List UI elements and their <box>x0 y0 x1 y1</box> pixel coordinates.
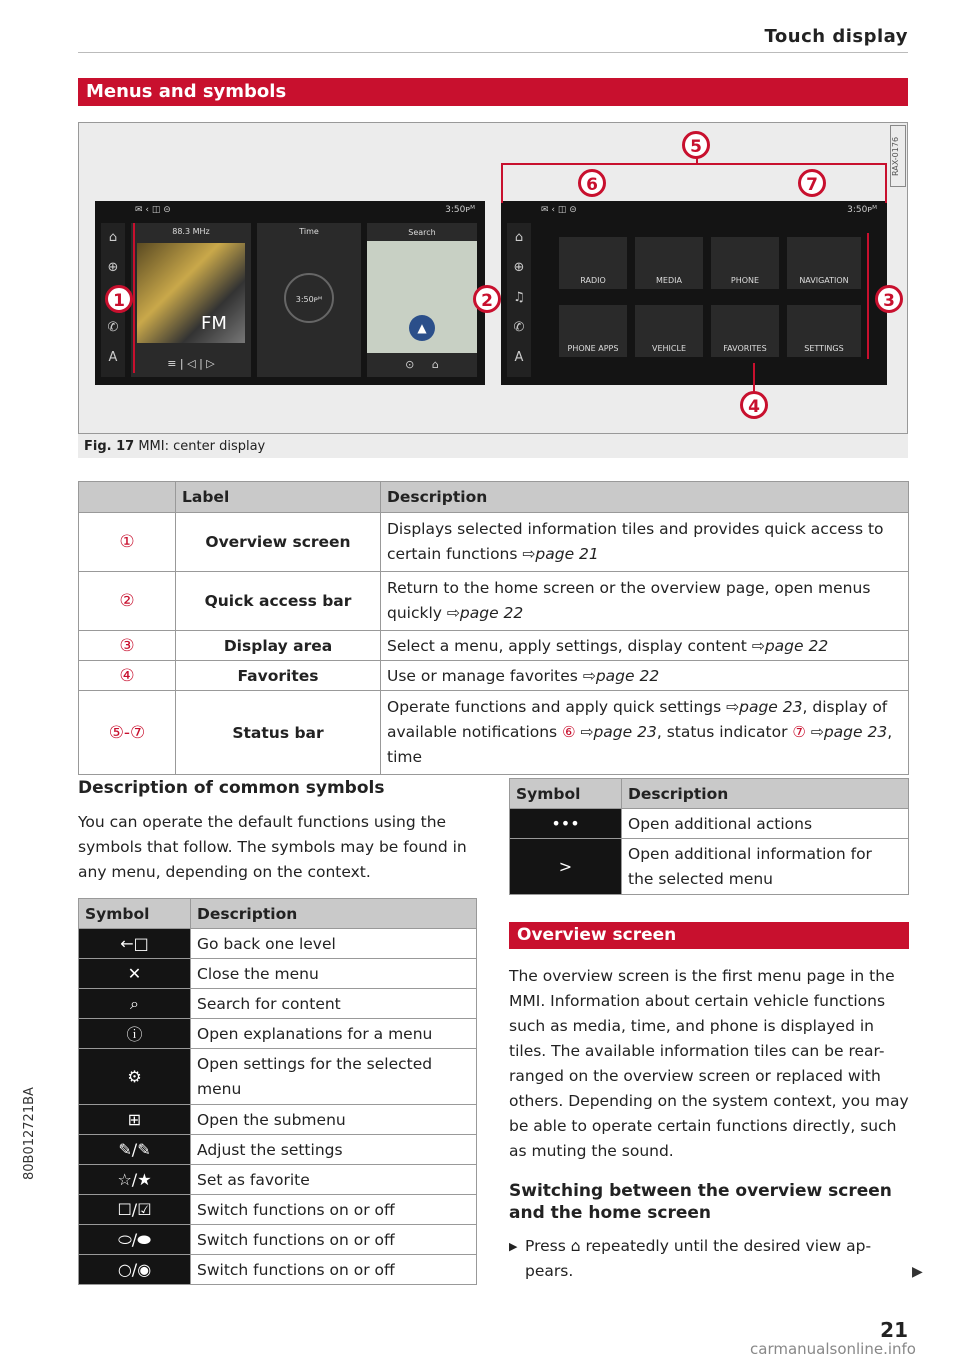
close-icon: ✕ <box>79 959 191 989</box>
tile-favorites: FAVORITES <box>711 305 779 357</box>
document-code: 80B012721BA <box>22 1087 37 1180</box>
table-row: ⬭/⬬ Switch functions on or off <box>79 1225 477 1255</box>
status-icons-left: ✉ ‹ ◫ ⊝ <box>135 205 171 215</box>
radio-button-icon: ○/◉ <box>79 1255 191 1285</box>
header-rule <box>78 52 908 53</box>
table-row: ••• Open additional actions <box>510 809 909 839</box>
continue-arrow-icon: ▶ <box>912 1264 923 1280</box>
common-symbols-table: Symbol Description ←□ Go back one level ✕ Close the menu ⌕ Search for content ⓘ Open explanations for a menu ⚙ Open settings for the selected menu ⊞ Open the submenu ✎/✎ Adjust the settings ☆/★ Set as favorite ☐/☑ Switch functions on or off ⬭/⬬ Switch functions on or off ○/◉ Switch functions on or off <box>78 898 477 1285</box>
figure-ref-code: RAX-0176 <box>890 125 906 187</box>
radio-band: FM <box>201 313 227 334</box>
table-row: ④ Favorites Use or manage favorites ⇨page 22 <box>79 661 909 691</box>
search-icon: ⌕ <box>79 989 191 1019</box>
time-tile <box>257 223 361 377</box>
search-tile-label: Search <box>367 223 477 241</box>
table-row: ☐/☑ Switch functions on or off <box>79 1195 477 1225</box>
labels-table-header-num <box>79 482 176 513</box>
labels-table-header-desc: Description <box>381 482 909 513</box>
cross-ref-link[interactable]: ⇨page 21 <box>522 545 599 563</box>
overview-body: The overview screen is the first menu page in the MMI. Information about certain vehicle functions such as media, time, and phone is displayed in tiles. The available information tiles can be rear-ranged on the overview screen or replaced with others. Depending on the system context, you may be able to operate certain functions directly, such as muting the sound. <box>509 967 909 1160</box>
info-icon: ⓘ <box>79 1019 191 1049</box>
home-icon: ⌂ <box>570 1237 581 1255</box>
map-controls: ⊙ ⌂ <box>367 353 477 377</box>
callout-7: 7 <box>798 169 826 197</box>
tile-media: MEDIA <box>635 237 703 289</box>
table-row: ⑤-⑦ Status bar Operate functions and apply quick settings ⇨page 23, display of available notifications ⑥ ⇨page 23, status indicator ⑦ ⇨page 23, time <box>79 691 909 775</box>
tile-phone-apps: PHONE APPS <box>559 305 627 357</box>
table-row: ⚙ Open settings for the selected menu <box>79 1049 477 1105</box>
radio-controls: ≡ | ◁ | ▷ <box>167 357 215 370</box>
callout-6: 6 <box>578 169 606 197</box>
callout-5: 5 <box>682 131 710 159</box>
figure-caption: Fig. 17 MMI: center display <box>78 434 908 458</box>
tile-radio: RADIO <box>559 237 627 289</box>
status-icons-right: ✉ ‹ ◫ ⊝ <box>541 205 577 215</box>
adjust-settings-icon: ✎/✎ <box>79 1135 191 1165</box>
tile-navigation: NAVIGATION <box>787 237 861 289</box>
table-row: ③ Display area Select a menu, apply settings, display content ⇨page 22 <box>79 631 909 661</box>
table-row: ⌕ Search for content <box>79 989 477 1019</box>
nav-arrow-icon: ▲ <box>409 315 435 341</box>
status-time-right: 3:50ᴘᴹ <box>847 205 877 215</box>
table-row: > Open additional information for the selected menu <box>510 839 909 895</box>
table-row: ✕ Close the menu <box>79 959 477 989</box>
cross-ref-link[interactable]: ⇨page 22 <box>751 636 829 655</box>
callout-3: 3 <box>875 285 903 313</box>
cross-ref-link[interactable]: ⇨page 23 <box>810 723 888 741</box>
watermark: carmanualsonline.info <box>750 1340 916 1358</box>
left-screen <box>95 201 485 385</box>
right-screen <box>501 201 887 385</box>
labels-table-header-label: Label <box>176 482 381 513</box>
table-row: ① Overview screen Displays selected information tiles and provides quick access to certain functions ⇨page 21 <box>79 513 909 572</box>
figure-mmi-display <box>78 122 908 434</box>
callout-line-5-right <box>885 163 887 203</box>
cross-ref-link[interactable]: ⇨page 23 <box>580 723 657 741</box>
status-time-left: 3:50ᴘᴹ <box>445 205 475 215</box>
back-icon: ←□ <box>79 929 191 959</box>
star-icon: ☆/★ <box>79 1165 191 1195</box>
table-row: ○/◉ Switch functions on or off <box>79 1255 477 1285</box>
table-row: ⊞ Open the submenu <box>79 1105 477 1135</box>
page-number: 21 <box>880 1318 908 1342</box>
switching-step: ▶ Press ⌂ repeatedly until the desired view ap-pears. <box>509 1234 889 1284</box>
radio-art <box>137 243 245 343</box>
labels-table <box>78 481 909 775</box>
table-row: ⓘ Open explanations for a menu <box>79 1019 477 1049</box>
step-bullet-icon: ▶ <box>509 1240 518 1253</box>
more-actions-icon: ••• <box>510 809 622 839</box>
cross-ref-link[interactable]: ⇨page 23 <box>726 698 803 716</box>
cross-ref-link[interactable]: ⇨page 22 <box>582 666 660 685</box>
tile-phone: PHONE <box>711 237 779 289</box>
checkbox-icon: ☐/☑ <box>79 1195 191 1225</box>
quick-access-bar-left: ⌂ ⊕ ✆ A <box>101 223 125 377</box>
callout-4: 4 <box>740 391 768 419</box>
switching-heading: Switching between the overview screen and the home screen <box>509 1181 892 1223</box>
tile-settings: SETTINGS <box>787 305 861 357</box>
section-heading-menus: Menus and symbols <box>78 78 908 106</box>
callout-line-5-left <box>501 163 503 203</box>
common-symbols-heading: Description of common symbols <box>78 778 385 798</box>
gear-icon: ⚙ <box>79 1049 191 1105</box>
common-symbols-intro: You can operate the default functions using the symbols that follow. The symbols may be found in any menu, depending on the context. <box>78 813 467 881</box>
callout-2: 2 <box>473 285 501 313</box>
tile-vehicle: VEHICLE <box>635 305 703 357</box>
time-tile-label: Time <box>299 227 319 236</box>
table-row: ←□ Go back one level <box>79 929 477 959</box>
chevron-right-icon: > <box>510 839 622 895</box>
submenu-icon: ⊞ <box>79 1105 191 1135</box>
callout-1: 1 <box>105 285 133 313</box>
radio-tile <box>131 223 251 377</box>
quick-access-bar-right: ⌂ ⊕ ♫ ✆ A <box>507 223 531 377</box>
cross-ref-link[interactable]: ⇨page 22 <box>446 604 524 622</box>
search-tile <box>367 223 477 377</box>
table-row: ② Quick access bar Return to the home screen or the overview page, open menus quickly ⇨page 22 <box>79 572 909 631</box>
callout-line-3 <box>867 233 869 359</box>
radio-frequency: 88.3 MHz <box>172 227 210 236</box>
callout-line-5-top <box>501 163 887 165</box>
more-symbols-table: Symbol Description ••• Open additional actions > Open additional information for the selected menu <box>509 778 909 895</box>
toggle-switch-icon: ⬭/⬬ <box>79 1225 191 1255</box>
page-header-title: Touch display <box>764 26 908 47</box>
table-row: ✎/✎ Adjust the settings <box>79 1135 477 1165</box>
overview-heading: Overview screen <box>509 922 909 949</box>
callout-line-1 <box>133 223 135 373</box>
table-row: ☆/★ Set as favorite <box>79 1165 477 1195</box>
clock-face: 3:50ᴘᴹ <box>284 273 334 323</box>
